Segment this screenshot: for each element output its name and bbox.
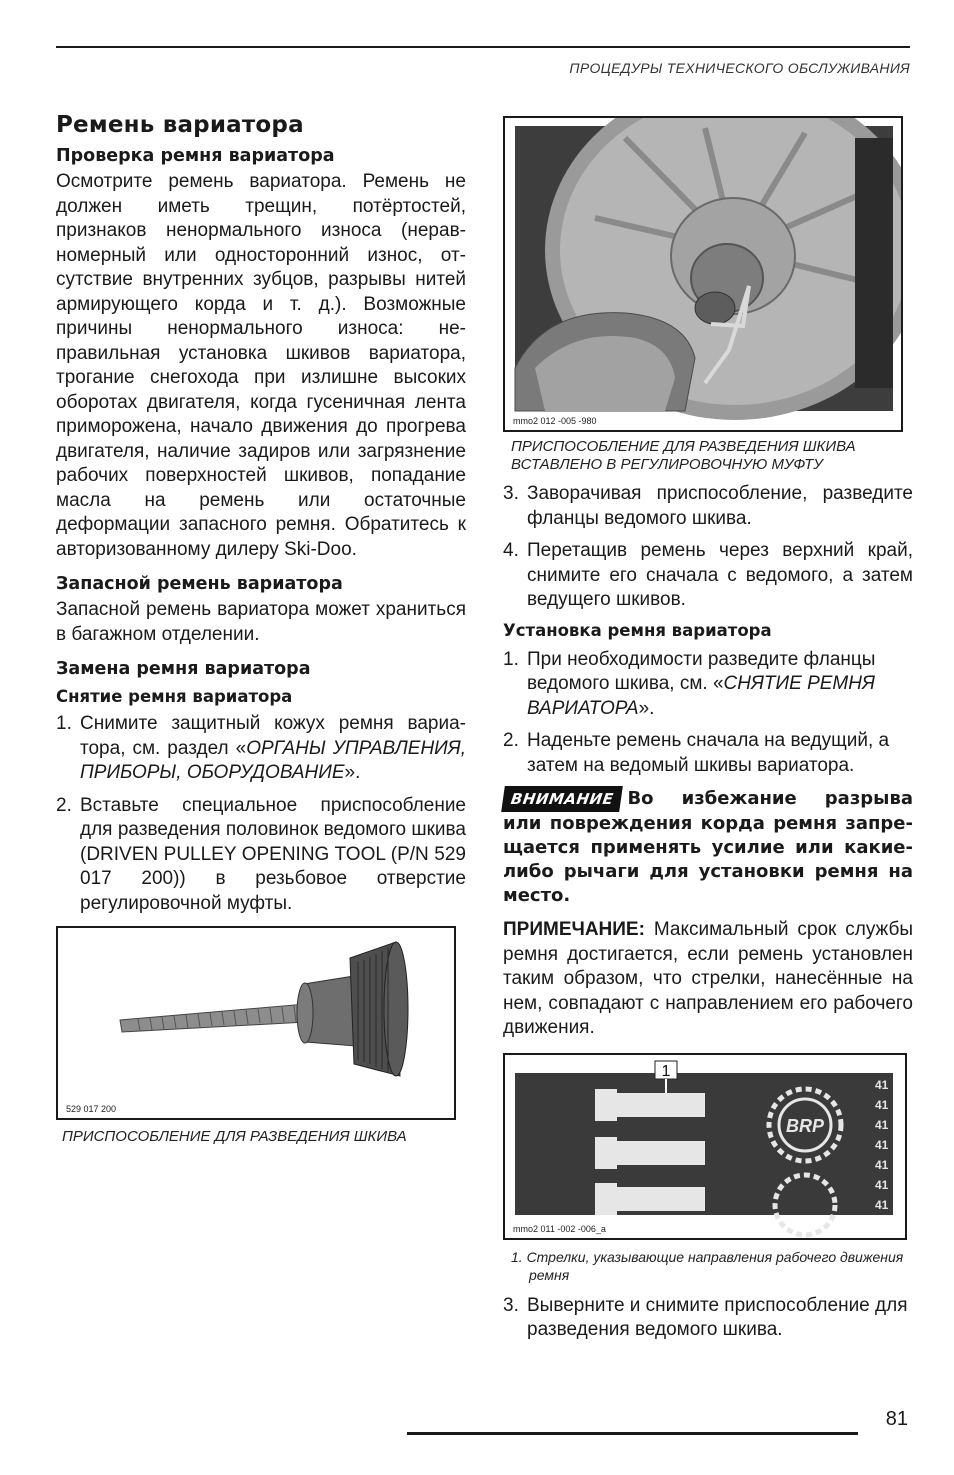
list-item: 3. Выверните и снимите приспособление для разведения ведомого шкива. <box>503 1294 908 1340</box>
brp-logo: BRP <box>785 1115 825 1136</box>
figure-code: mmo2 011 -002 -006_a <box>513 1223 606 1234</box>
spare-paragraph: Запасной ремень вариатора может храниться в багажном отделении. <box>56 599 466 645</box>
pulley-tool-image <box>58 928 454 1118</box>
belt-number: 41 <box>875 1197 889 1212</box>
removal-steps-continued <box>503 482 913 613</box>
check-paragraph: Осмотрите ремень вариатора. Ремень не должен иметь трещин, потёртостей, признаков ненормального износа (неравномерный или односторонний износ, отсутствие внутренних зубцов, разрывы нитей армирующего корда и т. д.). Возможные причины ненормального износа: неправильная установка шкивов вариатора, трогание снегохода при излишне высоких оборотах двигателя, когда гусеничная лента приморожена, начало движения до прогрева двигателя, наличие задиров или загрязнение рабочих поверхностей шкивов, попадание масла на ремень или остаточные деформации запасного ремня. Обратитесь к авторизованному дилеру Ski-Doo. <box>56 171 466 560</box>
removal-steps <box>56 712 466 916</box>
section-reference: СНЯТИЕ РЕМНЯ ВАРИАТОРА <box>527 673 875 719</box>
warning-badge: ВНИМАНИЕ <box>501 786 623 812</box>
belt-number: 41 <box>875 1077 889 1092</box>
right-column <box>503 116 913 1351</box>
tool-figure <box>56 926 456 1120</box>
list-item: 2. Наденьте ремень сначала на ведущий, а затем на ведомый шкивы вариатора. <box>503 730 890 776</box>
section-title: Ремень вариатора <box>56 112 304 138</box>
check-heading: Проверка ремня вариатора <box>56 146 335 166</box>
page-number: 81 <box>885 1408 908 1430</box>
list-item: 2. Вставьте специальное приспособление для разведения половинок ведомого шкива (DRIVEN PULLEY OPENING TOOL (P/N 529 017 200)) в резьбовое отверстие регулировочной муфты. <box>56 794 466 914</box>
belt-number: 41 <box>875 1117 889 1132</box>
figure-caption: ПРИСПОСОБЛЕНИЕ ДЛЯ РАЗВЕДЕНИЯ ШКИВА ВСТАВЛЕНО В РЕГУЛИРОВОЧНУЮ МУФТУ <box>511 438 856 473</box>
note-label: ПРИМЕЧАНИЕ: <box>503 919 645 940</box>
belt-number: 41 <box>875 1137 889 1152</box>
figure-legend: 1. Стрелки, указывающие направления рабочего движения ремня <box>511 1248 904 1283</box>
rotation-label: ROTATION <box>623 1149 695 1162</box>
install-steps <box>503 648 913 779</box>
belt-number: 41 <box>875 1177 889 1192</box>
warning-block <box>503 786 913 908</box>
list-item: 1. При необходимости разведите фланцы ведомого шкива, см. «СНЯТИЕ РЕМНЯ ВАРИАТОРА». <box>503 648 876 719</box>
pulley-figure <box>503 116 903 432</box>
install-steps-continued <box>503 1294 913 1343</box>
figure-code: mmo2 012 -005 -980 <box>513 416 597 426</box>
belt-number: 41 <box>875 1097 889 1112</box>
list-item: 1. Снимите защитный кожух ремня вариатора, см. раздел «ОРГАНЫ УПРАВЛЕНИЯ, ПРИБОРЫ, ОБОРУДОВАНИЕ». <box>56 713 466 783</box>
rotation-label: ROTATION <box>623 1195 695 1208</box>
belt-number: 41 <box>875 1157 889 1172</box>
running-header: ПРОЦЕДУРЫ ТЕХНИЧЕСКОГО ОБСЛУЖИВАНИЯ <box>569 60 910 76</box>
belt-arrows-image <box>505 1055 905 1238</box>
figure-caption: ПРИСПОСОБЛЕНИЕ ДЛЯ РАЗВЕДЕНИЯ ШКИВА <box>62 1128 407 1145</box>
footer-rule <box>407 1432 858 1435</box>
note-paragraph: ПРИМЕЧАНИЕ: Максимальный срок службы ремня достигается, если ремень установлен таким образом, что стрелки, нанесённые на нем, совпадают с направлением его рабочего движения. <box>503 919 913 1038</box>
left-column <box>56 112 466 1146</box>
install-heading: Установка ремня вариатора <box>503 620 772 640</box>
list-item: 3. Заворачивая приспособление, разведите фланцы ведомого шкива. <box>503 483 913 529</box>
section-reference: ОРГАНЫ УПРАВЛЕНИЯ, ПРИБОРЫ, ОБОРУДОВАНИЕ <box>80 737 466 783</box>
driven-pulley-image <box>505 118 901 430</box>
removal-heading: Снятие ремня вариатора <box>56 687 293 706</box>
replace-heading: Замена ремня вариатора <box>56 659 311 679</box>
rotation-label: ROTATION <box>623 1101 695 1114</box>
list-item: 4. Перетащив ремень через верхний край, снимите его сначала с ведомого, а затем ведущего шкивов. <box>503 540 913 610</box>
belt-figure <box>503 1053 907 1240</box>
callout-number: 1 <box>661 1062 671 1080</box>
figure-code: 529 017 200 <box>66 1104 117 1114</box>
header-rule <box>56 46 910 48</box>
warning-text: Во избежание разрыва или повреждения корда ремня запрещается применять усилие или какие-либо рычаги для установки ремня на место. <box>503 788 913 906</box>
spare-heading: Запасной ремень вариатора <box>56 574 343 594</box>
